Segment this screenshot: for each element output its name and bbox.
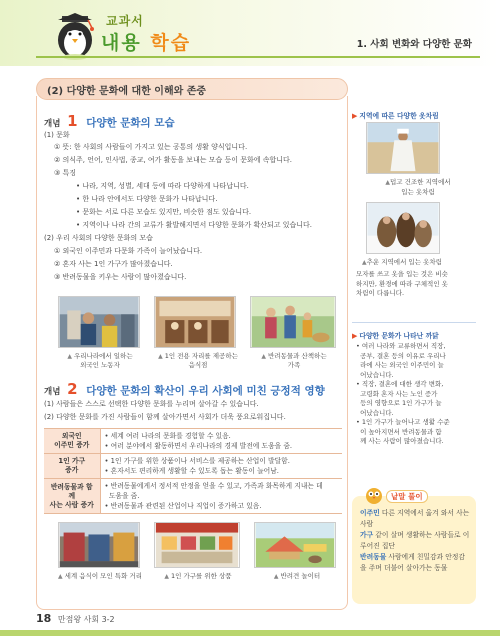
cold-clothing-photo [366, 202, 440, 254]
table-row [44, 429, 342, 454]
header-title-small: 교과서 [106, 14, 144, 28]
single-household-products-photo [154, 522, 240, 568]
concept-1-line: ② 의식주, 언어, 인사법, 종교, 여가 활동을 보내는 모습 등이 문화에 속합니다. [54, 156, 292, 164]
header-title-big [101, 28, 191, 55]
caption-triangle-icon: ▲ [362, 259, 367, 266]
concept-1-line: ① 뜻: 한 사회의 사람들이 가지고 있는 공통의 생활 양식입니다. [54, 143, 248, 151]
concept-1-line: (1) 문화 [44, 131, 70, 139]
table-item: • 반려동물과 관련된 산업이나 직업이 증가하고 있음. [104, 502, 262, 510]
sidebar-heading-clothing: ▶ 지역에 따른 다양한 옷차림 [352, 112, 439, 120]
arrow-right-icon: ▶ [352, 112, 358, 120]
photo-caption: ▲ 세계 음식이 모인 특화 거리 [58, 572, 142, 580]
owl-icon [364, 486, 384, 504]
caption-triangle-icon: ▲ [385, 179, 390, 186]
solo-dining-photo [154, 296, 236, 348]
table-item: • 반려동물에게서 정서적 안정을 얻을 수 있고, 가족과 화목하게 지내는 데 [104, 482, 323, 490]
concept-2-title: 다양한 문화의 확산이 우리 사회에 미친 긍정적 영향 [86, 385, 325, 397]
glossary-definition: 다른 지역에서 옮겨 와서 사는 사람 [360, 509, 470, 528]
glossary-text [360, 508, 470, 574]
header-title-word-2: 학습 [150, 32, 192, 54]
penguin-mascot-icon [52, 10, 98, 60]
concept-1-line: • 한 나라 안에서도 다양한 문화가 나타납니다. [76, 195, 218, 203]
concept-2-tag: 개념 [44, 387, 61, 397]
table-row [44, 479, 342, 514]
sidebar-caption: ▲덥고 건조한 지역에서 입는 옷차림 [385, 178, 451, 196]
caption-triangle-icon: ▲ [261, 353, 267, 360]
food-street-photo [58, 522, 140, 568]
caption-triangle-icon: ▲ [164, 573, 170, 580]
caption-triangle-icon: ▲ [67, 353, 73, 360]
list-item: 께 사는 사람이 많아졌습니다. [356, 437, 444, 445]
glossary-entry [360, 508, 470, 530]
concept-1-line: ③ 반려동물을 키우는 사람이 많아졌습니다. [54, 273, 187, 281]
concept-1-line: ② 혼자 사는 1인 가구가 많아졌습니다. [54, 260, 173, 268]
list-item: 등의 영향으로 1인 가구가 늘 [356, 399, 442, 407]
photo-caption: ▲ 반려동물과 산책하는 가족 [261, 352, 327, 369]
sidebar-divider [352, 322, 476, 323]
glossary-term: 반려동물 [360, 553, 387, 561]
impact-table [44, 428, 342, 514]
list-item: 고령화 혼자 사는 노인 증가 [356, 389, 438, 398]
list-item: 이 높아지면서 반려동물과 함 [356, 427, 442, 436]
photo-caption: ▲ 1인 가구를 위한 상품 [164, 572, 232, 580]
concept-2-line: (1) 사람들은 스스로 선택한 다양한 문화를 누리며 살아갈 수 있습니다. [44, 400, 259, 408]
desert-clothing-photo [366, 122, 440, 174]
glossary-term: 이주민 [360, 509, 380, 517]
book-title: 만점왕 사회 3-2 [57, 615, 115, 624]
table-row-content [100, 479, 342, 514]
table-item: • 여러 분야에서 활동하면서 우리나라의 경제 발전에 도움을 줌. [104, 442, 293, 450]
caption-triangle-icon: ▲ [58, 573, 63, 580]
table-row-head: 반려동물과 함께 사는 사람 증가 [44, 479, 100, 514]
photo-caption: ▲ 1인 전용 자리를 제공하는 음식점 [158, 352, 238, 369]
concept-2-line: (2) 다양한 문화를 가진 사람들이 함께 살아가면서 사회가 더욱 풍요로워집니다. [44, 413, 286, 421]
table-row-head: 외국인 이주민 증가 [44, 429, 100, 454]
concept-1-line: • 나라, 지역, 성별, 세대 등에 따라 다양하게 나타납니다. [76, 182, 249, 190]
concept-1-tag: 개념 [44, 119, 61, 129]
sidebar-caption: ▲추운 지역에서 입는 옷차림 [362, 258, 442, 266]
table-item: • 1인 가구를 위한 상품이나 서비스를 제공하는 산업이 발달함. [104, 457, 290, 465]
glossary-entry [360, 552, 470, 574]
table-row-head: 1인 가구 증가 [44, 454, 100, 479]
glossary-box [352, 492, 476, 604]
photo-caption: ▲ 반려견 놀이터 [273, 572, 321, 580]
main-content [36, 70, 348, 610]
glossary-definition: 사람에게 친밀감과 안정감을 주며 더불어 살아가는 동물 [360, 553, 465, 572]
glossary-label: 낱말 풀이 [386, 490, 428, 503]
table-item: 도움을 줌. [104, 492, 140, 500]
concept-1-number: 1 [67, 112, 78, 130]
header-divider [36, 56, 480, 58]
concept-1-line: • 지역이나 나라 간의 교류가 활발해지면서 다양한 문화가 확산되고 있습니다. [76, 221, 313, 229]
caption-triangle-icon: ▲ [273, 573, 279, 580]
page-footer [36, 612, 115, 625]
table-item: • 혼자서도 편리하게 생활할 수 있도록 돕는 활동이 늘어남. [104, 467, 279, 475]
concept-2-heading [44, 380, 325, 398]
header-title-word-1: 내용 [101, 32, 142, 54]
main-title: (2) 다양한 문화에 대한 이해와 존중 [47, 86, 207, 97]
arrow-right-icon: ▶ [352, 332, 358, 340]
page-header [0, 0, 500, 72]
sidebar-heading-reasons: ▶ 다양한 문화가 나타난 까닭 [352, 332, 439, 340]
list-item: 공부, 결혼 등의 이유로 우리나 [356, 351, 446, 360]
concept-1-heading [44, 112, 175, 130]
list-item: • 여러 나라와 교류하면서 직장, [356, 342, 446, 350]
section-label: 1. 사회 변화와 다양한 문화 [356, 39, 472, 50]
sidebar-clothing-text: 모자를 쓰고 옷을 입는 것은 비슷 하지만, 환경에 따라 구체적인 옷 차림이 다릅니다. [356, 270, 448, 297]
page-number: 18 [36, 612, 52, 625]
concept-1-line: ① 외국인 이주민과 다문화 가족이 늘어났습니다. [54, 247, 203, 255]
list-item: 라에 사는 외국인 이주민이 늘 [356, 361, 444, 369]
glossary-term: 가구 [360, 531, 374, 539]
foreign-worker-photo [58, 296, 140, 348]
list-item: • 1인 가구가 늘어나고 생활 수준 [356, 418, 450, 426]
table-row-content [100, 454, 342, 479]
glossary-entry [360, 530, 470, 552]
table-row [44, 454, 342, 479]
table-item: • 세계 여러 나라의 문화를 경험할 수 있음. [104, 432, 231, 440]
caption-triangle-icon: ▲ [158, 353, 163, 360]
concept-1-line: ③ 특징 [54, 169, 77, 177]
photo-caption: ▲ 우리나라에서 일하는 외국인 노동자 [67, 352, 133, 369]
sidebar-reasons-list [356, 342, 476, 447]
list-item: 어났습니다. [356, 408, 394, 417]
concept-1-line: • 문화는 서로 다른 모습도 있지만, 비슷한 점도 있습니다. [76, 208, 252, 216]
list-item: • 직장, 결혼에 대한 생각 변화, [356, 380, 444, 388]
concept-1-line: (2) 우리 사회의 다양한 문화의 모습 [44, 234, 153, 242]
concept-2-number: 2 [67, 380, 78, 398]
table-row-content [100, 429, 342, 454]
footer-bar [0, 630, 500, 636]
glossary-definition: 같이 살며 생활하는 사람들로 이루어진 집단 [360, 531, 470, 550]
pet-walk-photo [250, 296, 336, 348]
list-item: 어났습니다. [356, 370, 394, 379]
dog-park-photo [254, 522, 336, 568]
concept-1-title: 다양한 문화의 모습 [86, 117, 175, 129]
